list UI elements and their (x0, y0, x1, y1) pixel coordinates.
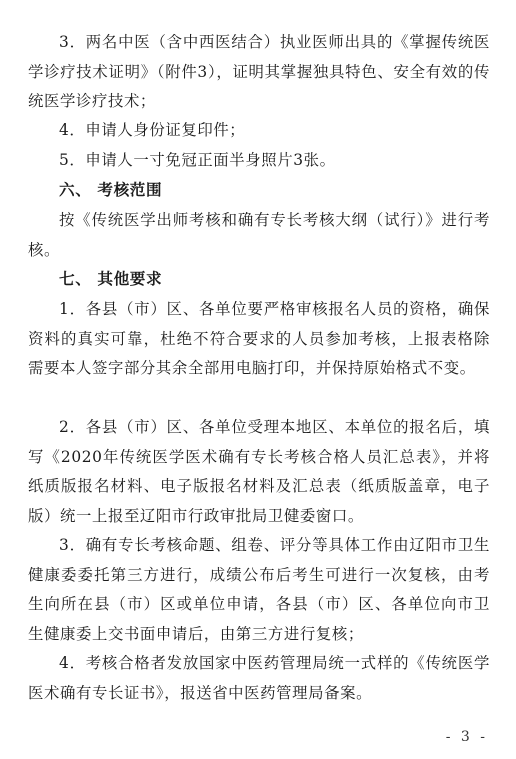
page-number: - 3 - (445, 729, 488, 745)
requirement-1-text: 1．各县（市）区、各单位要严格审核报名人员的资格，确保资料的真实可靠，杜绝不符合要求的人员参加考核，上报表格除需要本人签字部分其余全部用电脑打印，并保持原始格式不变。 (28, 300, 490, 378)
item-5-text: 5．申请人一寸免冠正面半身照片3张。 (59, 151, 336, 169)
item-4-text: 4．申请人身份证复印件； (59, 121, 246, 139)
item-3-text: 3．两名中医（含中西医结合）执业医师出具的《掌握传统医学诊疗技术证明》（附件3），证明其掌握独具特色、安全有效的传统医学诊疗技术； (28, 33, 490, 111)
section-6-text: 按《传统医学出师考核和确有专长考核大纲（试行）》进行考核。 (28, 211, 490, 259)
requirement-3-text: 3．确有专长考核命题、组卷、评分等具体工作由辽阳市卫生健康委委托第三方进行，成绩公布后考生可进行一次复核，由考生向所在县（市）区或单位申请，各县（市）区、各单位向市卫生健康委上交书面申请后，由第三方进行复核； (28, 536, 490, 643)
requirement-2-text: 2．各县（市）区、各单位受理本地区、本单位的报名后，填写《2020年传统医学医术确有专长考核合格人员汇总表》，并将纸质版报名材料、电子版报名材料及汇总表（纸质版盖章，电子版）统一上报至辽阳市行政审批局卫健委窗口。 (28, 418, 490, 525)
section-7-heading: 七、 其他要求 (59, 270, 163, 288)
requirement-4-text: 4．考核合格者发放国家中医药管理局统一式样的《传统医学医术确有专长证书》，报送省中医药管理局备案。 (28, 654, 490, 702)
section-6-heading: 六、 考核范围 (59, 181, 163, 199)
